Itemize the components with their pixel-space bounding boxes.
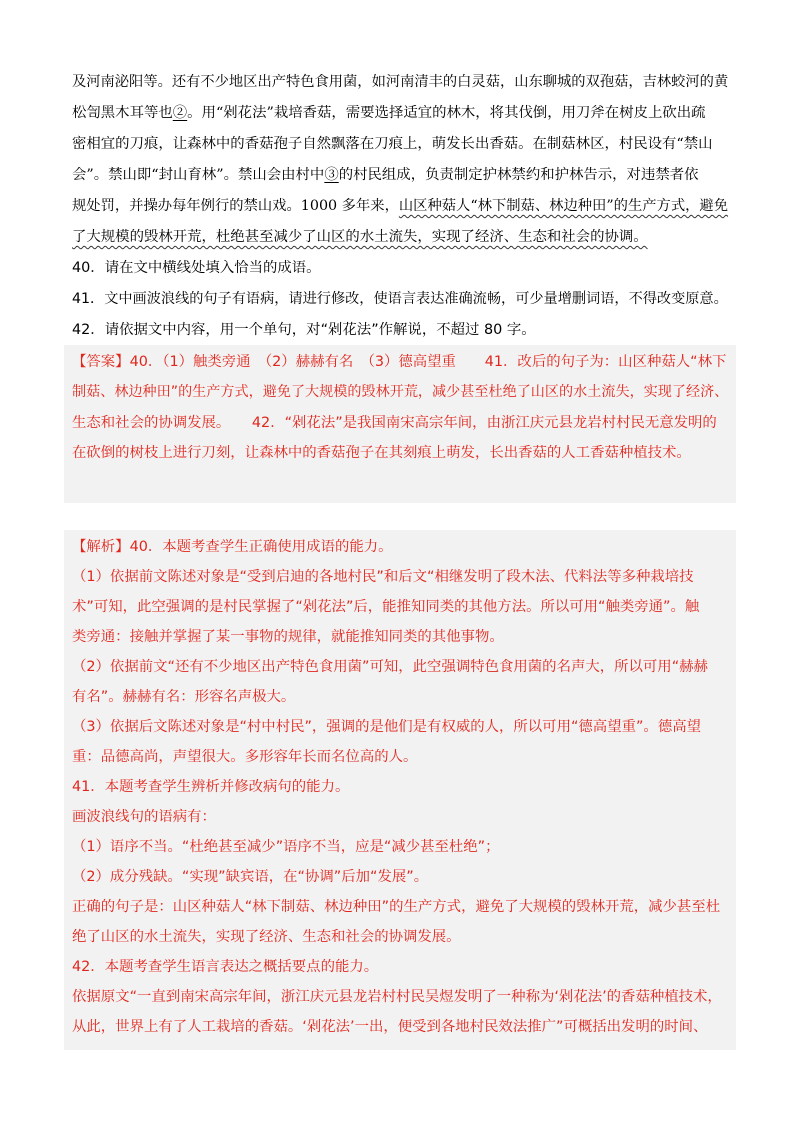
wavy-sentence: 山区种菇人“林下制菇、林边种田”的生产方式，避免 <box>398 198 729 214</box>
passage-line <box>72 134 713 154</box>
analysis-line: （2）依据前文“还有不少地区出产特色食用菌”可知，此空强调特色食用菌的名声大，所以可用“赫赫 <box>72 659 708 675</box>
analysis-line: 术”可知，此空强调的是村民掌握了“剁花法”后，能推知同类的其他方法。所以可用“触类旁通”。触 <box>72 599 700 615</box>
analysis-line: （1）语序不当。“杜绝甚至减少”语序不当，应是“减少甚至杜绝”； <box>72 839 500 855</box>
passage-text: 规处罚，并操办每年例行的禁山戏。1000 多年来， <box>72 198 399 214</box>
analysis-line: 42．本题考查学生语言表达之概括要点的能力。 <box>72 959 379 975</box>
analysis-line: 画波浪线句的语病有： <box>72 809 216 825</box>
passage-line <box>72 103 706 123</box>
passage-text: 密相宜的刀痕，让森林中的香菇孢子自然飘落在刀痕上，萌发长出香菇。在制菇林区，村民设有“禁山 <box>72 136 713 152</box>
passage-line <box>72 196 728 216</box>
analysis-line: （1）依据前文陈述对象是“受到启迪的各地村民”和后文“相继发明了段木法、代料法等多种栽培技 <box>72 569 694 585</box>
passage-line <box>72 72 728 92</box>
analysis-line: 依据原文“一直到南宋高宗年间，浙江庆元县龙岩村村民吴煜发明了一种称为‘剁花法’的香菇种植技术， <box>72 989 722 1005</box>
analysis-line: 有名”。赫赫有名：形容名声极大。 <box>72 689 296 705</box>
wavy-sentence: 了大规模的毁林开荒，杜绝甚至减少了山区的水土流失，实现了经济、生态和社会的协调。 <box>72 229 648 245</box>
question-41: 41．文中画波浪线的句子有语病，请进行修改，使语言表达准确流畅，可少量增删词语，不得改变原意。 <box>72 291 728 307</box>
analysis-line: 绝了山区的水土流失，实现了经济、生态和社会的协调发展。 <box>72 929 461 945</box>
analysis-line: 从此，世界上有了人工栽培的香菇。‘剁花法’一出，便受到各地村民效法推广”可概括出发明的时间、 <box>72 1019 708 1035</box>
analysis-line: 重：品德高尚，声望很大。多形容年长而名位高的人。 <box>72 749 418 765</box>
blank-3: ③ <box>324 167 339 183</box>
question-42: 42．请依据文中内容，用一个单句，对“剁花法”作解说，不超过 80 字。 <box>72 322 536 338</box>
answer-line: 【答案】40．（1）触类旁通 （2）赫赫有名 （3）德高望重 41．改后的句子为：山区种菇人“林下 <box>72 354 727 370</box>
passage-text: 的村民组成，负责制定护林禁约和护林告示，对违禁者依 <box>338 167 699 183</box>
passage-text: 会”。禁山即“封山育林”。禁山会由村中 <box>72 167 325 183</box>
passage-text: 。用“剁花法”栽培香菇，需要选择适宜的林木，将其伐倒，用刀斧在树皮上砍出疏 <box>187 105 706 121</box>
answer-line: 在砍倒的树枝上进行刀刻，让森林中的香菇孢子在其刻痕上萌发，长出香菇的人工香菇种植技术。 <box>72 445 691 461</box>
passage-line <box>72 165 699 185</box>
answer-line: 生态和社会的协调发展。 42．“剁花法”是我国南宋高宗年间，由浙江庆元县龙岩村村民无意发明的 <box>72 415 717 431</box>
analysis-line: 【解析】40．本题考查学生正确使用成语的能力。 <box>72 539 393 555</box>
passage-text: 及河南泌阳等。还有不少地区出产特色食用菌，如河南清丰的白灵菇，山东聊城的双孢菇，吉林蛟河的黄 <box>72 74 729 90</box>
analysis-line: （3）依据后文陈述对象是“村中村民”，强调的是他们是有权威的人，所以可用“德高望重”。德高望 <box>72 719 701 735</box>
analysis-line: 类旁通：接触并掌握了某一事物的规律，就能推知同类的其他事物。 <box>72 629 504 645</box>
answer-line: 制菇、林边种田”的生产方式，避免了大规模的毁林开荒，减少甚至杜绝了山区的水土流失，实现了经济、 <box>72 384 729 400</box>
blank-2: ② <box>172 105 188 121</box>
analysis-line: 41．本题考查学生辨析并修改病句的能力。 <box>72 779 350 795</box>
passage-text: 松訇黑木耳等也 <box>72 105 173 121</box>
question-40: 40．请在文中横线处填入恰当的成语。 <box>72 260 321 276</box>
passage-line <box>72 227 648 247</box>
analysis-line: 正确的句子是：山区种菇人“林下制菇、林边种田”的生产方式，避免了大规模的毁林开荒，减少甚至杜 <box>72 899 721 915</box>
analysis-line: （2）成分残缺。“实现”缺宾语，在“协调”后加“发展”。 <box>72 869 429 885</box>
